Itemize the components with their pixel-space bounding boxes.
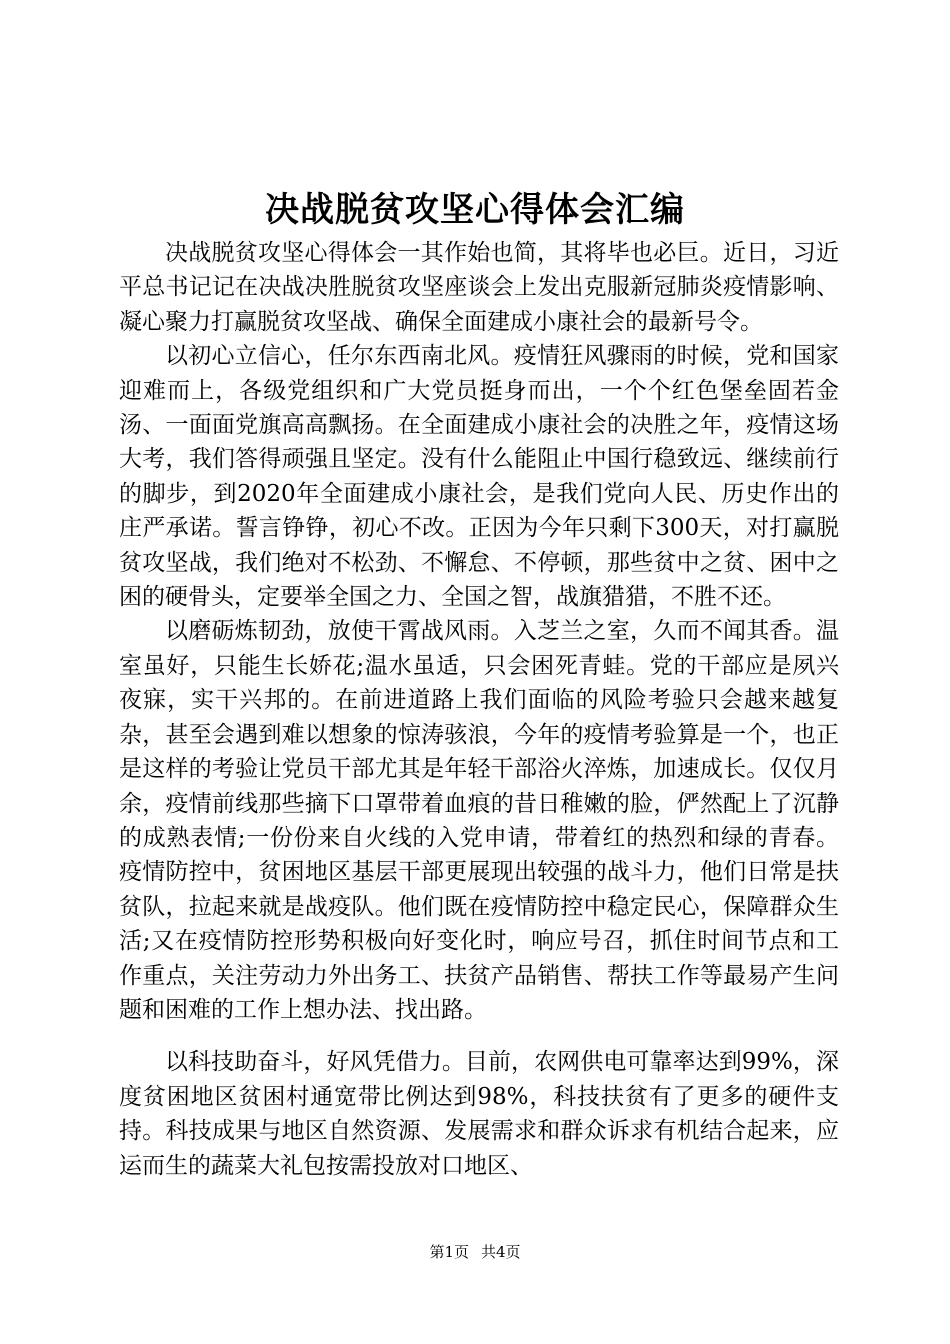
paragraph-2: 以初心立信心，任尔东西南北风。疫情狂风骤雨的时候，党和国家迎难而上，各级党组织和广大党员挺身而出，一个个红色堡垒固若金汤、一面面党旗高高飘扬。在全面建成小康社会的决胜之年，疫情这场大考，我们答得顽强且坚定。没有什么能阻止中国行稳致远、继续前行的脚步，到2020年全面建成小康社会，是我们党向人民、历史作出的庄严承诺。誓言铮铮，初心不改。正因为今年只剩下300天，对打赢脱贫攻坚战，我们绝对不松劲、不懈怠、不停顿，那些贫中之贫、困中之困的硬骨头，定要举全国之力、全国之智，战旗猎猎，不胜不还。: [119, 343, 839, 611]
document-body: [119, 236, 839, 1183]
page-number: 第1页: [429, 1243, 469, 1261]
paragraph-1: 决战脱贫攻坚心得体会一其作始也简，其将毕也必巨。近日，习近平总书记记在决战决胜脱贫攻坚座谈会上发出克服新冠肺炎疫情影响、凝心聚力打赢脱贫攻坚战、确保全面建成小康社会的最新号令。: [119, 240, 839, 335]
page-total: 共4页: [481, 1243, 521, 1261]
paragraph-4: 以科技助奋斗，好风凭借力。目前，农网供电可靠率达到99%，深度贫困地区贫困村通宽带比例达到98%，科技扶贫有了更多的硬件支持。科技成果与地区自然资源、发展需求和群众诉求有机结合起来，应运而生的蔬菜大礼包按需投放对口地区、: [119, 1049, 839, 1179]
page-footer: [0, 1242, 950, 1262]
paragraph-3: 以磨砺炼韧劲，放使干霄战风雨。入芝兰之室，久而不闻其香。温室虽好，只能生长娇花;温水虽适，只会困死青蛙。党的干部应是夙兴夜寐，实干兴邦的。在前进道路上我们面临的风险考验只会越来越复杂，甚至会遇到难以想象的惊涛骇浪，今年的疫情考验算是一个，也正是这样的考验让党员干部尤其是年轻干部浴火淬炼，加速成长。仅仅月余，疫情前线那些摘下口罩带着血痕的昔日稚嫩的脸，俨然配上了沉静的成熟表情;一份份来自火线的入党申请，带着红的热烈和绿的青春。疫情防控中，贫困地区基层干部更展现出较强的战斗力，他们日常是扶贫队，拉起来就是战疫队。他们既在疫情防控中稳定民心，保障群众生活;又在疫情防控形势积极向好变化时，响应号召，抓住时间节点和工作重点，关注劳动力外出务工、扶贫产品销售、帮扶工作等最易产生问题和困难的工作上想办法、找出路。: [119, 618, 839, 1023]
document-title: 决战脱贫攻坚心得体会汇编: [265, 190, 685, 230]
